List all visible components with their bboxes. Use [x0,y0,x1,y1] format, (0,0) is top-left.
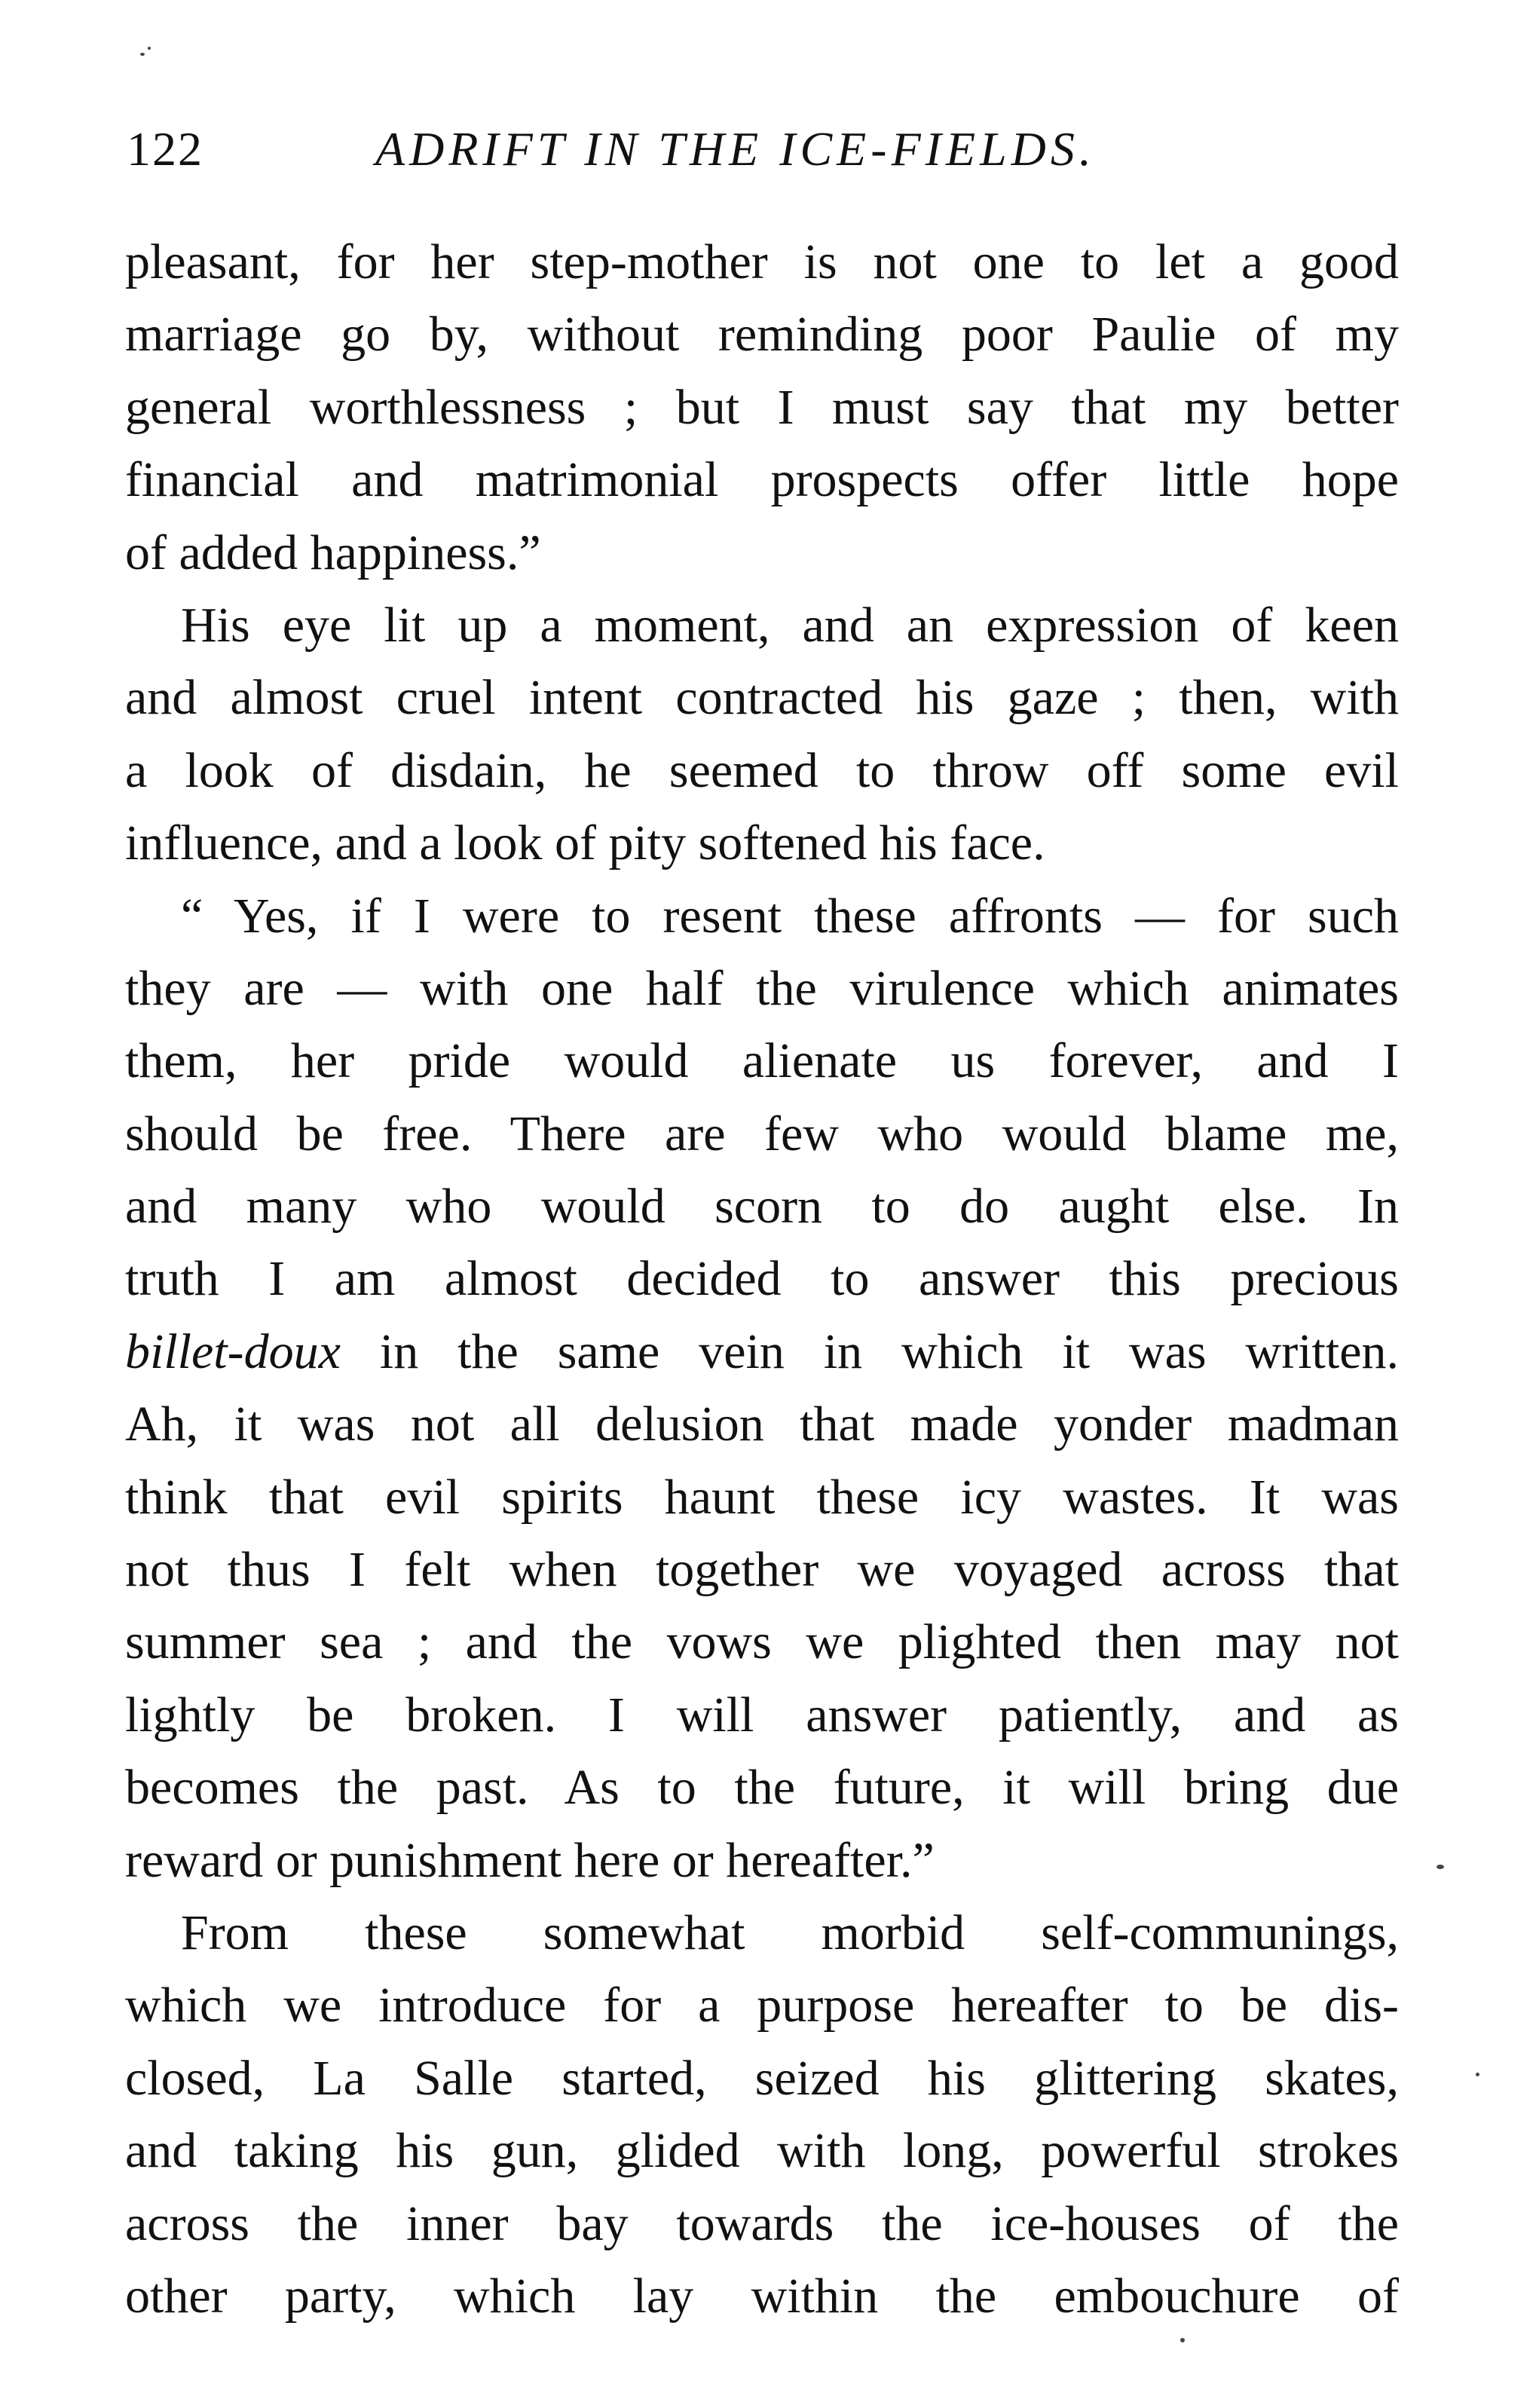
text-line: them, her pride would alienate us forever, and I [125,1033,1399,1089]
italic-phrase: billet-doux [125,1323,341,1379]
text-line: “ Yes, if I were to resent these affronts — for such [181,888,1399,944]
text-line: His eye lit up a moment, and an expression of keen [181,597,1399,653]
ink-speck-margin-2 [1476,2073,1479,2076]
text-line: financial and matrimonial prospects offer little hope [125,452,1399,508]
ink-speck-top-2 [148,47,151,50]
text-line: and almost cruel intent contracted his gaze ; then, with [125,670,1399,726]
text-line: a look of disdain, he seemed to throw off some evil [125,742,1399,798]
text-line: closed, La Salle started, seized his glittering skates, [125,2050,1399,2106]
text-line-with-italic [125,1316,1399,1388]
text-line: not thus I felt when together we voyaged across that [125,1542,1399,1598]
text-line: reward or punishment here or hereafter.” [125,1832,935,1888]
line-remainder: in the same vein in which it was written. [379,1323,1400,1379]
text-line: becomes the past. As to the future, it will bring due [125,1760,1399,1816]
text-line: and taking his gun, glided with long, powerful strokes [125,2123,1399,2179]
text-line: influence, and a look of pity softened his face. [125,815,1045,871]
text-line: other party, which lay within the embouchure of [125,2268,1399,2324]
text-line: which we introduce for a purpose hereafter to be dis- [125,1978,1399,2033]
body-text [125,226,1399,2333]
text-line: across the inner bay towards the ice-houses of the [125,2195,1399,2251]
ink-speck-top [140,53,145,56]
text-line: Ah, it was not all delusion that made yonder madman [125,1397,1399,1452]
text-line: pleasant, for her step-mother is not one to let a good [125,234,1399,289]
running-head: ADRIFT IN THE ICE-FIELDS. [375,122,1096,176]
text-line: and many who would scorn to do aught else. In [125,1179,1399,1235]
text-line: marriage go by, without reminding poor Paulie of my [125,307,1399,363]
text-line: of added happiness.” [125,525,541,580]
text-line: should be free. There are few who would blame me, [125,1106,1399,1161]
text-line: truth I am almost decided to answer this precious [125,1251,1399,1307]
page-header [127,119,1408,179]
text-line: general worthlessness ; but I must say that my better [125,379,1399,435]
ink-speck-margin [1437,1865,1444,1869]
ink-speck-bottom [1180,2338,1185,2342]
text-line: think that evil spirits haunt these icy wastes. It was [125,1469,1399,1525]
text-line: summer sea ; and the vows we plighted then may not [125,1614,1399,1670]
text-line: they are — with one half the virulence which animates [125,960,1399,1016]
page-number: 122 [127,122,203,176]
text-line: From these somewhat morbid self-communings, [181,1905,1399,1960]
text-line: lightly be broken. I will answer patiently, and as [125,1687,1399,1743]
